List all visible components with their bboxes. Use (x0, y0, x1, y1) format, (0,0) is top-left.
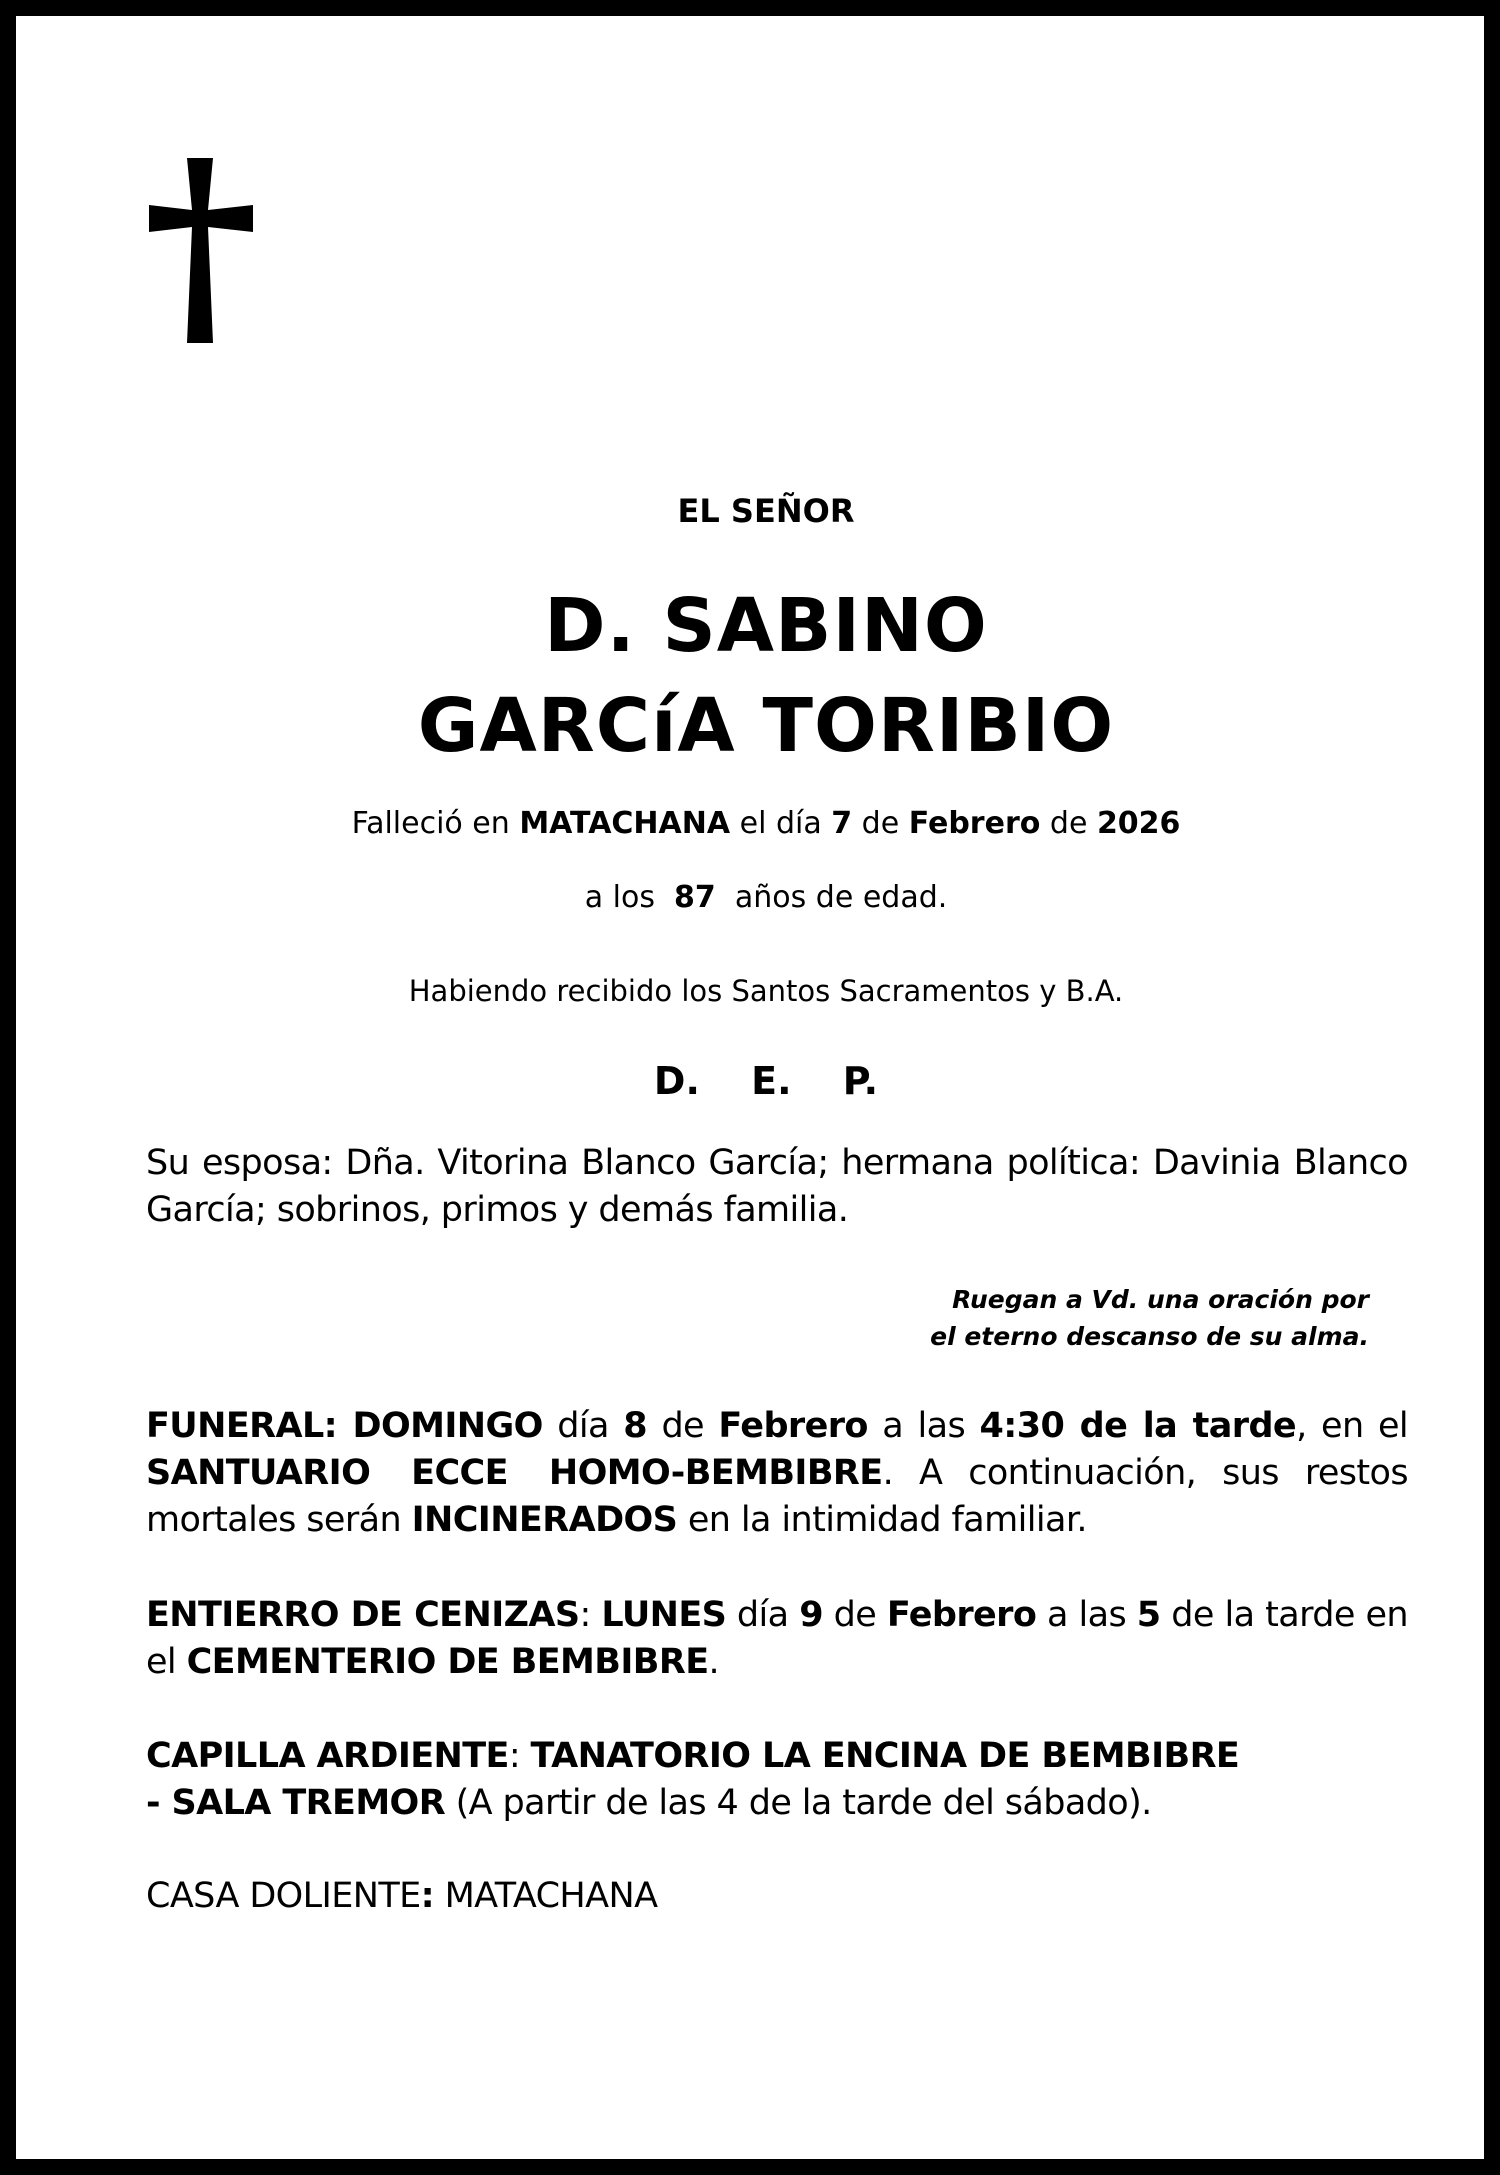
funeral-month: Febrero (718, 1406, 868, 1446)
chapel-line1 (146, 1733, 1408, 1780)
burial-month: Febrero (886, 1595, 1037, 1635)
chapel-line2 (146, 1780, 1408, 1827)
prayer-line1: Ruegan a Vd. una oración por (952, 1285, 1369, 1314)
chapel-room: - SALA TREMOR (146, 1783, 446, 1823)
text: de la tarde en el (146, 1595, 1408, 1682)
text: de (822, 1595, 887, 1635)
mourning-house (146, 1873, 1408, 1920)
prayer-line2: el eterno descanso de su alma. (930, 1322, 1369, 1351)
text: : (508, 1736, 531, 1776)
death-place: MATACHANA (519, 806, 731, 841)
funeral-day: 8 (623, 1406, 648, 1446)
death-year: 2026 (1096, 806, 1181, 841)
chapel-label: CAPILLA ARDIENTE (146, 1736, 509, 1776)
burial-hour: 5 (1136, 1595, 1161, 1635)
funeral-place: SANTUARIO ECCE HOMO-BEMBIBRE (146, 1453, 883, 1493)
latin-cross-icon (149, 158, 253, 343)
burial-place: CEMENTERIO DE BEMBIBRE (186, 1642, 709, 1682)
text: día (542, 1406, 624, 1446)
text: en la intimidad familiar. (677, 1500, 1087, 1540)
text: de (852, 806, 909, 841)
funeral-label: FUNERAL: DOMINGO (146, 1406, 543, 1446)
text: de (647, 1406, 719, 1446)
sacraments-line: Habiendo recibido los Santos Sacramentos y B.A. (408, 974, 1124, 1008)
text: el día (730, 806, 832, 841)
burial-day: 9 (799, 1595, 823, 1635)
text: a los (584, 880, 665, 915)
age-value: 87 (674, 880, 716, 915)
funeral-paragraph (146, 1403, 1408, 1544)
text: , en el (1296, 1406, 1409, 1446)
burial-weekday: LUNES (601, 1595, 727, 1635)
dep-abbreviation: D. E. P. (653, 1059, 879, 1103)
funeral-time: 4:30 de la tarde (979, 1406, 1297, 1446)
deceased-name (16, 576, 1500, 776)
death-notice-line (16, 806, 1500, 841)
text: años de edad. (725, 880, 948, 915)
death-month: Febrero (908, 806, 1041, 841)
death-day: 7 (831, 806, 853, 841)
text: . (708, 1642, 720, 1682)
text: . A continuación, sus restos mortales serán (146, 1453, 1408, 1540)
text: de (1040, 806, 1097, 841)
deceased-name-line1: D. SABINO (544, 583, 988, 669)
chapel-place: TANATORIO LA ENCINA DE BEMBIBRE (530, 1736, 1240, 1776)
text: a las (1036, 1595, 1137, 1635)
text: : (579, 1595, 602, 1635)
text: día (726, 1595, 800, 1635)
mourning-house-label: CASA DOLIENTE (146, 1876, 421, 1916)
mourning-house-place: MATACHANA (434, 1876, 658, 1916)
text: Falleció en (351, 806, 520, 841)
text: : (420, 1876, 435, 1916)
deceased-name-line2: GARCíA TORIBIO (417, 683, 1115, 769)
burial-paragraph (146, 1592, 1408, 1686)
prayer-request (930, 1281, 1369, 1355)
funeral-action: INCINERADOS (411, 1500, 678, 1540)
text: a las (867, 1406, 980, 1446)
family-paragraph: Su esposa: Dña. Vitorina Blanco García; hermana política: Davinia Blanco García; sobrinos, primos y demás familia. (146, 1143, 1408, 1230)
honorific-title: EL SEÑOR (677, 492, 855, 530)
chapel-note: (A partir de las 4 de la tarde del sábado). (445, 1783, 1152, 1823)
burial-label: ENTIERRO DE CENIZAS (146, 1595, 580, 1635)
chapel-paragraph (146, 1733, 1408, 1827)
age-line (16, 880, 1500, 915)
